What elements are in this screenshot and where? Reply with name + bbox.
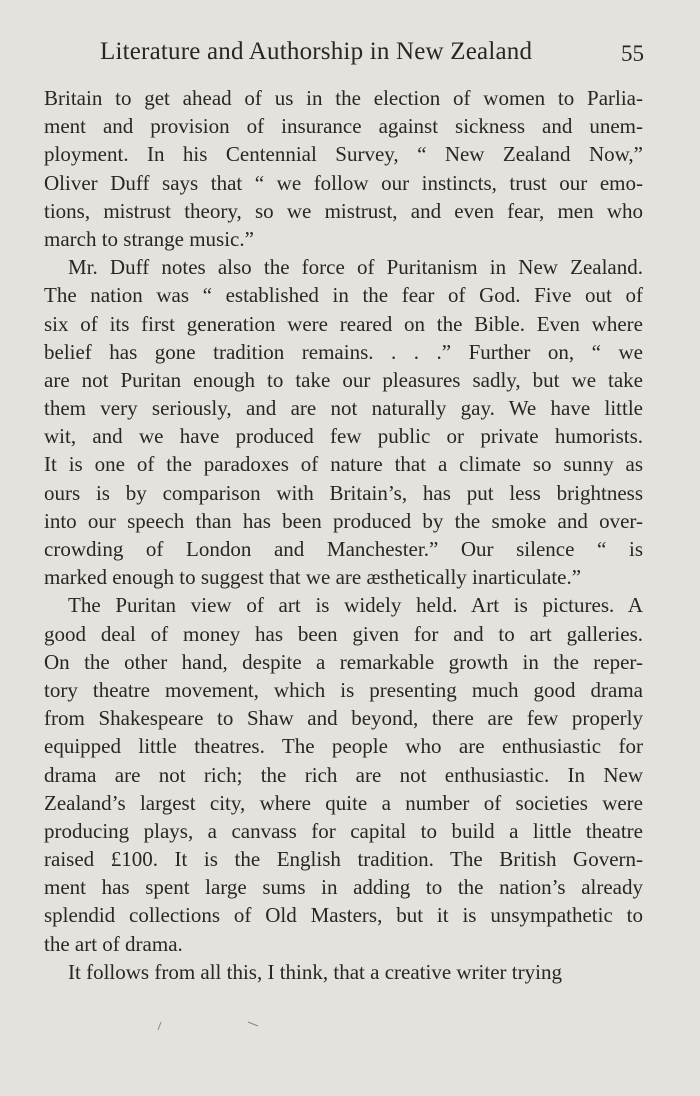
text-line: are not Puritan enough to take our pleasures sadly, but we take xyxy=(44,367,643,392)
text-line: crowding of London and Manchester.” Our silence “ is xyxy=(44,537,643,561)
page-number: 55 xyxy=(621,41,644,66)
paragraph xyxy=(44,253,643,591)
text-line: the art of drama. xyxy=(44,931,183,956)
text-line: Britain to get ahead of us in the election of women to Parlia- xyxy=(44,86,643,110)
text-line: tory theatre movement, which is presenting much good drama xyxy=(44,677,643,702)
text-line: raised £100. It is the English tradition. The British Govern- xyxy=(44,847,643,872)
text-line: equipped little theatres. The people who are enthusiastic for xyxy=(44,734,643,759)
body-text xyxy=(44,84,643,986)
text-line: drama are not rich; the rich are not enthusiastic. In New xyxy=(44,762,643,787)
text-line: them very seriously, and are not naturally gay. We have little xyxy=(44,396,643,421)
text-line: ment and provision of insurance against sickness and unem- xyxy=(44,114,643,139)
stray-mark xyxy=(158,1022,161,1030)
text-line: six of its first generation were reared on the Bible. Even where xyxy=(44,311,643,336)
text-line: wit, and we have produced few public or private humorists. xyxy=(44,424,643,449)
paragraph xyxy=(44,958,643,986)
text-line: from Shakespeare to Shaw and beyond, there are few properly xyxy=(44,706,643,731)
page-header xyxy=(100,38,644,72)
stray-mark xyxy=(248,1022,258,1026)
text-line: On the other hand, despite a remarkable growth in the reper- xyxy=(44,649,643,674)
text-line: tions, mistrust theory, so we mistrust, and even fear, men who xyxy=(44,198,643,223)
text-line: producing plays, a canvass for capital to build a little theatre xyxy=(44,818,643,843)
paragraph xyxy=(44,591,643,957)
text-line: ment has spent large sums in adding to the nation’s already xyxy=(44,875,643,900)
text-line: ployment. In his Centennial Survey, “ New Zealand Now,” xyxy=(44,142,643,167)
text-line: good deal of money has been given for and to art galleries. xyxy=(44,621,643,646)
text-line: The Puritan view of art is widely held. Art is pictures. A xyxy=(68,593,643,618)
text-line: It follows from all this, I think, that a creative writer trying xyxy=(68,959,562,984)
text-line: belief has gone tradition remains. . . .” Further on, “ we xyxy=(44,339,643,364)
text-line: The nation was “ established in the fear of God. Five out of xyxy=(44,283,643,308)
text-line: ours is by comparison with Britain’s, has put less brightness xyxy=(44,480,643,505)
text-line: march to strange music.” xyxy=(44,226,254,251)
text-line: It is one of the paradoxes of nature that a climate so sunny as xyxy=(44,452,643,477)
text-line: marked enough to suggest that we are æsthetically inarticulate.” xyxy=(44,565,582,590)
text-line: into our speech than has been produced by the smoke and over- xyxy=(44,508,643,533)
text-line: Zealand’s largest city, where quite a number of societies were xyxy=(44,790,643,815)
text-line: Mr. Duff notes also the force of Puritanism in New Zealand. xyxy=(68,255,643,280)
text-line: Oliver Duff says that “ we follow our instincts, trust our emo- xyxy=(44,170,643,195)
running-title: Literature and Authorship in New Zealand xyxy=(100,38,533,65)
text-line: splendid collections of Old Masters, but it is unsympathetic to xyxy=(44,903,643,928)
paragraph xyxy=(44,84,643,253)
